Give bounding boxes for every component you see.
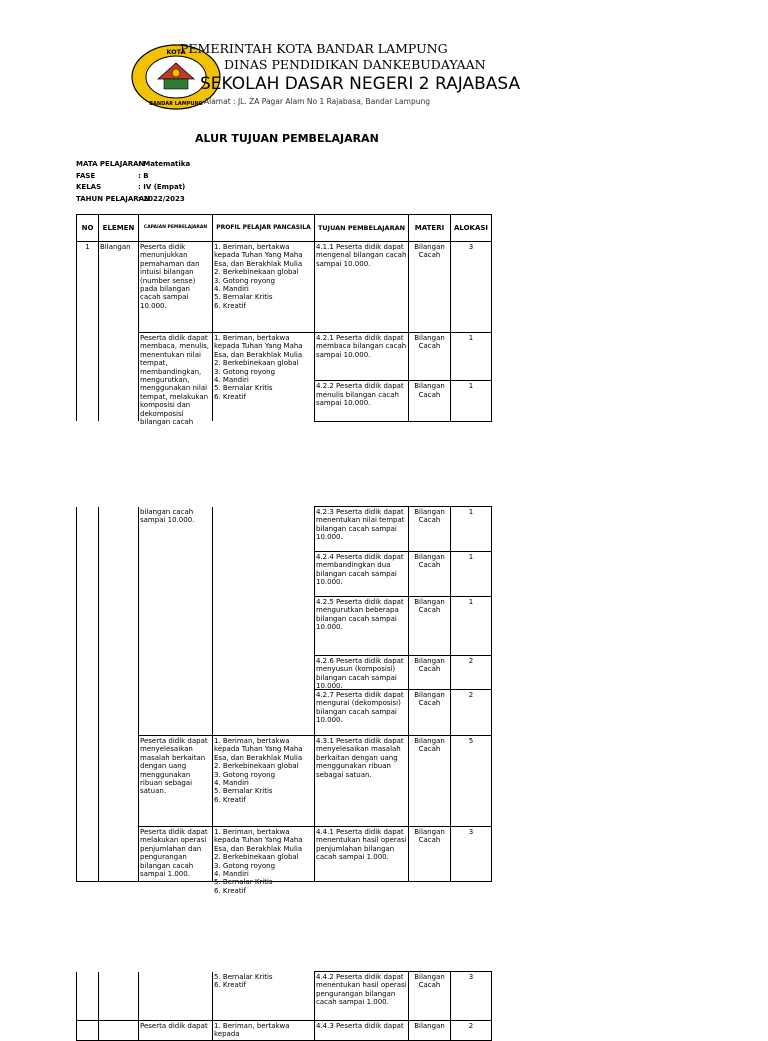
cell-no <box>77 972 99 1021</box>
cell-tujuan: 4.2.2 Peserta didik dapat menulis bilangan cacah sampai 10.000. <box>315 381 409 421</box>
cell-tujuan: 4.4.3 Peserta didik dapat <box>315 1021 409 1041</box>
header-department: DINAS PENDIDIKAN DANKEBUDAYAAN <box>224 57 486 72</box>
cell-alokasi: 3 <box>451 972 492 1021</box>
cell-materi: Bilangan Cacah <box>409 972 451 1021</box>
cell-alokasi: 1 <box>451 507 492 552</box>
col-header-capaian: CAPAIAN PEMBELAJARAN <box>139 215 213 242</box>
meta-subject: MATA PELAJARAN: Matematika <box>76 160 191 168</box>
cell-capaian <box>139 972 213 1021</box>
cell-materi: Bilangan Cacah <box>409 656 451 690</box>
cell-alokasi: 2 <box>451 1021 492 1041</box>
cell-alokasi: 2 <box>451 656 492 690</box>
cell-materi: Bilangan Cacah <box>409 690 451 736</box>
cell-materi: Bilangan Cacah <box>409 736 451 827</box>
cell-capaian: Peserta didik menunjukkan pemahaman dan intuisi bilangan (number sense) pada bilangan cacah sampai 10.000. <box>139 242 213 333</box>
cell-profil: 1. Beriman, bertakwa kepada Tuhan Yang Maha Esa, dan Berakhlak Mulia 2. Berkebinekaan global 3. Gotong royong 4. Mandiri 5. Bernalar Kritis 6. Kreatif <box>213 736 315 827</box>
cell-elemen <box>99 507 139 736</box>
header-address: Alamat : JL. ZA Pagar Alam No 1 Rajabasa, Bandar Lampung <box>204 97 430 106</box>
cell-capaian: Peserta didik dapat membaca, menulis, menentukan nilai tempat, membandingkan, mengurutkan, menggunakan nilai tempat, melakukan komposisi dan dekomposisi bilangan cacah <box>139 333 213 422</box>
cell-capaian: bilangan cacah sampai 10.000. <box>139 507 213 736</box>
cell-elemen <box>99 972 139 1021</box>
table-row <box>77 242 492 333</box>
cell-tujuan: 4.2.5 Peserta didik dapat mengurutkan beberapa bilangan cacah sampai 10.000. <box>315 597 409 656</box>
cell-capaian: Peserta didik dapat <box>139 1021 213 1041</box>
table-row <box>77 507 492 552</box>
header-school-name: SEKOLAH DASAR NEGERI 2 RAJABASA <box>200 74 521 94</box>
meta-class: KELAS : IV (Empat) <box>76 183 186 191</box>
cell-no <box>77 736 99 827</box>
cell-alokasi: 3 <box>451 242 492 333</box>
cell-materi: Bilangan Cacah <box>409 242 451 333</box>
col-header-tujuan: TUJUAN PEMBELAJARAN <box>315 215 409 242</box>
cell-profil <box>213 507 315 736</box>
cell-alokasi: 3 <box>451 827 492 882</box>
cell-materi: Bilangan Cacah <box>409 333 451 381</box>
cell-profil: 1. Beriman, bertakwa kepada Tuhan Yang Maha Esa, dan Berakhlak Mulia 2. Berkebinekaan global 3. Gotong royong 4. Mandiri 5. Bernalar Kritis 6. Kreatif <box>213 333 315 422</box>
cell-tujuan: 4.2.1 Peserta didik dapat membaca bilangan cacah sampai 10.000. <box>315 333 409 381</box>
cell-no: 1 <box>77 242 99 422</box>
table-row <box>77 972 492 1021</box>
learning-objectives-table-p3 <box>76 971 492 1041</box>
cell-alokasi: 1 <box>451 552 492 597</box>
cell-profil: 1. Beriman, bertakwa kepada <box>213 1021 315 1041</box>
cell-alokasi: 1 <box>451 333 492 381</box>
cell-profil: 1. Beriman, bertakwa kepada Tuhan Yang Maha Esa, dan Berakhlak Mulia 2. Berkebinekaan global 3. Gotong royong 4. Mandiri 5. Bernalar Kritis 6. Kreatif <box>213 242 315 333</box>
cell-materi: Bilangan Cacah <box>409 507 451 552</box>
cell-elemen: Bilangan <box>99 242 139 422</box>
cell-alokasi: 1 <box>451 381 492 421</box>
learning-objectives-table-p2 <box>76 506 492 895</box>
cell-no <box>77 507 99 736</box>
cell-tujuan: 4.4.1 Peserta didik dapat menentukan hasil operasi penjumlahan bilangan cacah sampai 1.000. <box>315 827 409 882</box>
cell-materi: Bilangan Cacah <box>409 381 451 421</box>
meta-phase: FASE : B <box>76 172 149 180</box>
meta-year: TAHUN PELAJARAN: 2022/2023 <box>76 195 185 203</box>
cell-tujuan: 4.3.1 Peserta didik dapat menyelesaikan masalah berkaitan dengan uang menggunakan ribuan sebagai satuan. <box>315 736 409 827</box>
cell-elemen <box>99 827 139 882</box>
cell-profil: 1. Beriman, bertakwa kepada Tuhan Yang Maha Esa, dan Berakhlak Mulia 2. Berkebinekaan global 3. Gotong royong 4. Mandiri 5. Bernalar Kritis 6. Kreatif <box>213 827 315 882</box>
header-government: PEMERINTAH KOTA BANDAR LAMPUNG <box>180 41 448 56</box>
cell-profil: 5. Bernalar Kritis 6. Kreatif <box>213 972 315 1021</box>
cell-tujuan: 4.4.2 Peserta didik dapat menentukan hasil operasi pengurangan bilangan cacah sampai 1.000. <box>315 972 409 1021</box>
cell-no <box>77 1021 99 1041</box>
cell-no <box>77 827 99 882</box>
cell-elemen <box>99 736 139 827</box>
col-header-no: NO <box>77 215 99 242</box>
cell-alokasi: 5 <box>451 736 492 827</box>
cell-materi: Bilangan Cacah <box>409 827 451 882</box>
table-row <box>77 736 492 827</box>
col-header-alokasi: ALOKASI <box>451 215 492 242</box>
cell-capaian: Peserta didik dapat melakukan operasi penjumlahan dan pengurangan bilangan cacah sampai 1.000. <box>139 827 213 882</box>
table-header-row <box>77 215 492 242</box>
cell-materi: Bilangan Cacah <box>409 597 451 656</box>
col-header-profil: PROFIL PELAJAR PANCASILA <box>213 215 315 242</box>
cell-alokasi: 1 <box>451 597 492 656</box>
cell-capaian: Peserta didik dapat menyelesaikan masalah berkaitan dengan uang menggunakan ribuan sebagai satuan. <box>139 736 213 827</box>
learning-objectives-table-p1 <box>76 214 492 427</box>
cell-elemen <box>99 1021 139 1041</box>
svg-text:BANDAR LAMPUNG: BANDAR LAMPUNG <box>149 101 203 107</box>
cell-tujuan: 4.2.4 Peserta didik dapat membandingkan dua bilangan cacah sampai 10.000. <box>315 552 409 597</box>
cell-tujuan: 4.2.6 Peserta didik dapat menyusun (komposisi) bilangan cacah sampai 10.000. <box>315 656 409 690</box>
col-header-elemen: ELEMEN <box>99 215 139 242</box>
cell-tujuan: 4.2.3 Peserta didik dapat menentukan nilai tempat bilangan cacah sampai 10.000. <box>315 507 409 552</box>
cell-materi: Bilangan Cacah <box>409 552 451 597</box>
cell-materi: Bilangan <box>409 1021 451 1041</box>
table-row <box>77 827 492 882</box>
cell-tujuan: 4.1.1 Peserta didik dapat mengenal bilangan cacah sampai 10.000. <box>315 242 409 333</box>
col-header-materi: MATERI <box>409 215 451 242</box>
cell-alokasi: 2 <box>451 690 492 736</box>
cell-tujuan: 4.2.7 Peserta didik dapat mengurai (dekomposisi) bilangan cacah sampai 10.000. <box>315 690 409 736</box>
svg-text:KOTA: KOTA <box>166 48 186 56</box>
table-row <box>77 333 492 381</box>
document-title: ALUR TUJUAN PEMBELAJARAN <box>195 132 379 145</box>
table-row <box>77 1021 492 1041</box>
